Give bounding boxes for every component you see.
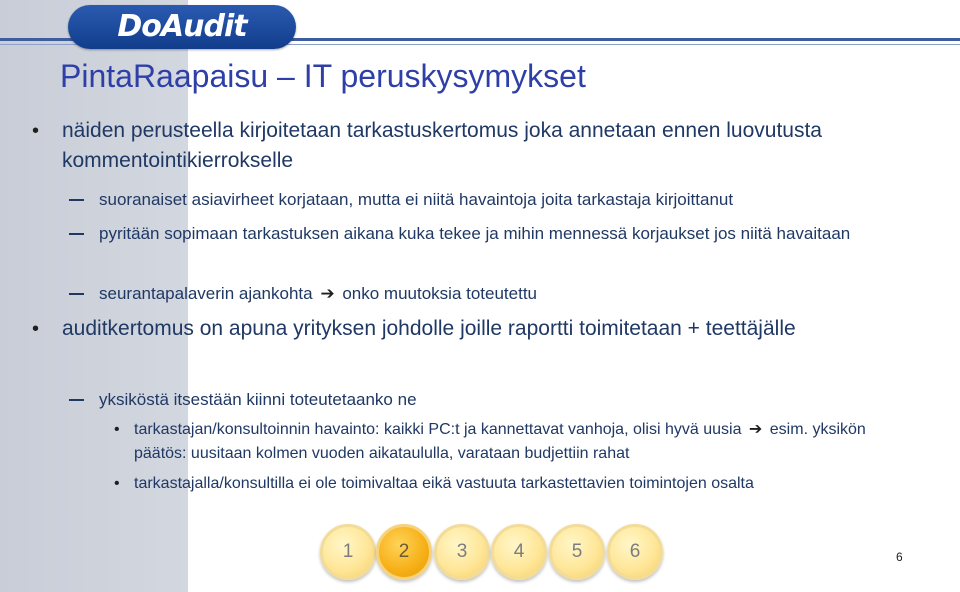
sub-bullet-3-text-before: seurantapalaverin ajankohta (99, 284, 313, 303)
step-1-button[interactable]: 1 (320, 524, 376, 580)
sub-sub-bullet-1 (114, 418, 894, 466)
step-6-button[interactable]: 6 (607, 524, 663, 580)
dash-marker (69, 399, 84, 401)
sub-bullet-1 (99, 186, 899, 213)
sub-bullet-3 (99, 280, 899, 307)
bullet-2-text: auditkertomus on apuna yrityksen johdolle joille raportti toimitetaan + teettäjälle (62, 317, 796, 340)
bullet-dot: • (114, 475, 120, 492)
sub-bullet-2 (99, 220, 899, 247)
dash-marker (69, 199, 84, 201)
bullet-dot: • (114, 421, 120, 438)
dash-marker (69, 233, 84, 235)
right-arrow-icon: ➔ (748, 421, 763, 438)
sub-bullet-1-text: suoranaiset asiavirheet korjataan, mutta ei niitä havaintoja joita tarkastaja kirjoittanut (99, 190, 734, 209)
step-3-button[interactable]: 3 (434, 524, 490, 580)
sub-sub-bullet-2-text: tarkastajalla/konsultilla ei ole toimivaltaa eikä vastuuta tarkastettavien toimintojen osalta (134, 475, 754, 492)
step-2-button[interactable]: 2 (376, 524, 432, 580)
logo-text: DoAudit (117, 9, 247, 44)
right-arrow-icon: ➔ (320, 284, 335, 303)
dash-marker (69, 293, 84, 295)
bullet-1 (32, 116, 892, 176)
sub-sub-bullet-1-text-before: tarkastajan/konsultoinnin havainto: kaikki PC:t ja kannettavat vanhoja, olisi hyvä uusia (134, 421, 742, 438)
sub-bullet-4 (99, 386, 899, 413)
sub-bullet-2-text: pyritään sopimaan tarkastuksen aikana kuka tekee ja mihin mennessä korjaukset jos niitä havaitaan (99, 224, 851, 243)
sub-bullet-3-text-after: onko muutoksia toteutettu (342, 284, 538, 303)
bullet-2 (32, 314, 892, 344)
sub-sub-bullet-2 (114, 472, 894, 496)
page-number: 6 (896, 550, 903, 564)
bullet-dot: • (32, 120, 40, 142)
step-4-button[interactable]: 4 (491, 524, 547, 580)
slide-title: PintaRaapaisu – IT peruskysymykset (60, 58, 586, 94)
bullet-1-text: näiden perusteella kirjoitetaan tarkastuskertomus joka annetaan ennen luovutusta kommentointikierrokselle (62, 119, 822, 172)
bullet-dot: • (32, 318, 40, 340)
sub-sub-bullet-1-text-after: esim. yksikön päätös: uusitaan kolmen vuoden aikataululla, varataan budjettiin rahat (134, 421, 866, 462)
sub-bullet-4-text: yksiköstä itsestään kiinni toteutetaanko ne (99, 390, 417, 409)
step-5-button[interactable]: 5 (549, 524, 605, 580)
